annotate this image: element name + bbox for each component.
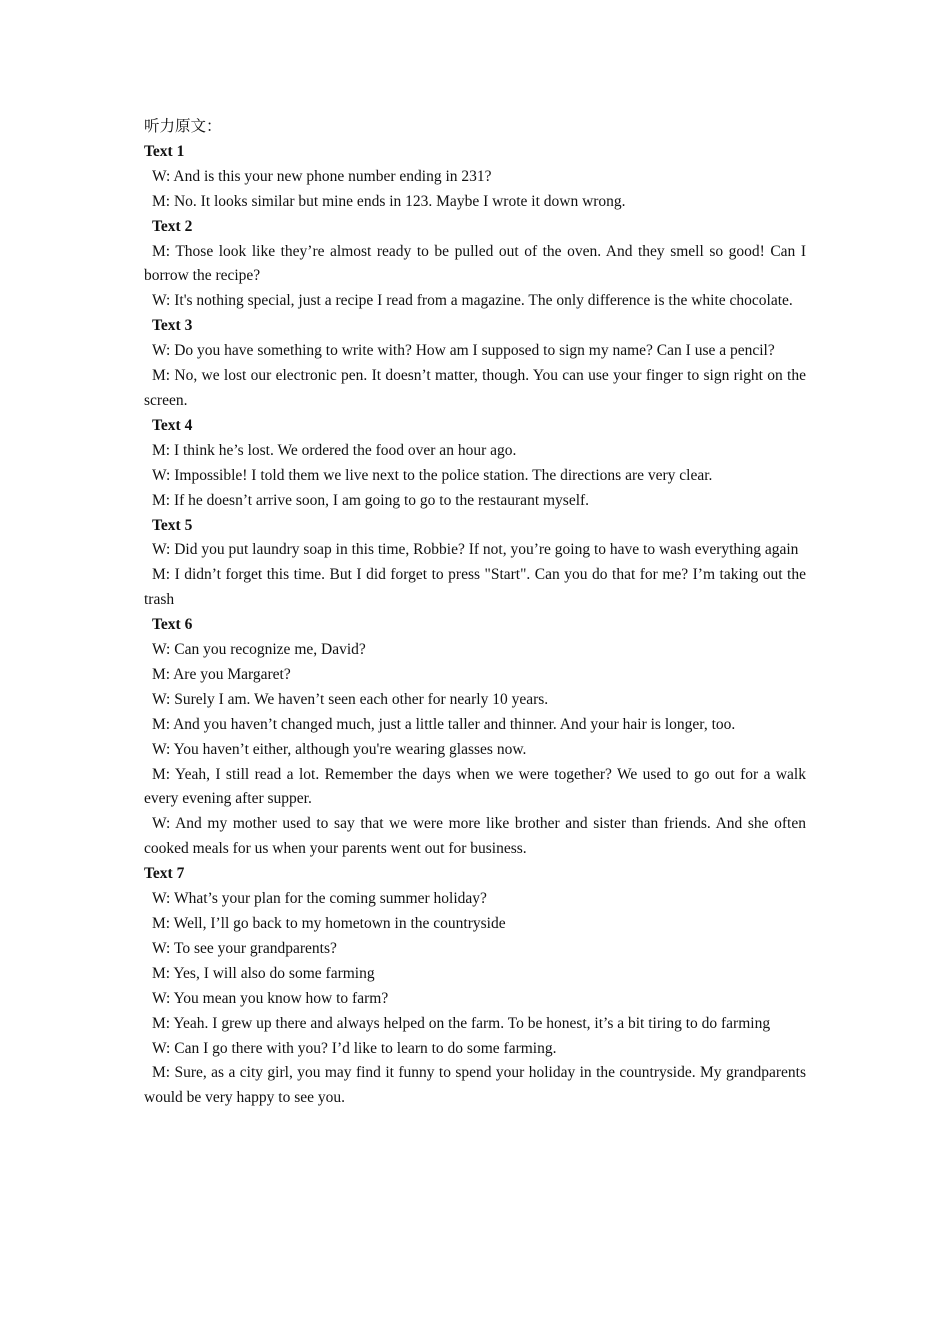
- dialogue-line: M: No, we lost our electronic pen. It doesn’t matter, though. You can use your finger to sign right on the screen.: [144, 367, 806, 409]
- transcript-sections: [144, 140, 806, 1111]
- section-heading: Text 3: [152, 317, 193, 335]
- dialogue-line: M: Well, I’ll go back to my hometown in the countryside: [152, 915, 506, 932]
- dialogue-line: M: And you haven’t changed much, just a little taller and thinner. And your hair is longer, too.: [152, 715, 736, 733]
- dialogue-line: M: If he doesn’t arrive soon, I am going to go to the restaurant myself.: [152, 491, 590, 509]
- dialogue-line: M: No. It looks similar but mine ends in 123. Maybe I wrote it down wrong.: [152, 192, 626, 210]
- transcript-section: [144, 314, 806, 414]
- dialogue-line: M: I didn’t forget this time. But I did forget to press "Start". Can you do that for me? I’m taking out the trash: [144, 566, 806, 609]
- dialogue-line: M: Yes, I will also do some farming: [152, 964, 375, 982]
- dialogue-line: W: Impossible! I told them we live next to the police station. The directions are very clear.: [152, 466, 713, 484]
- section-heading: Text 5: [152, 516, 193, 534]
- dialogue-line: M: Sure, as a city girl, you may find it funny to spend your holiday in the countryside. My grandparents would be very happy to see you.: [144, 1064, 806, 1107]
- dialogue-line: W: Do you have something to write with? How am I supposed to sign my name? Can I use a pencil?: [152, 342, 775, 360]
- dialogue-line: M: Those look like they’re almost ready to be pulled out of the oven. And they smell so good! Can I borrow the recipe?: [144, 242, 806, 285]
- transcript-section: [144, 862, 806, 1111]
- section-heading: Text 6: [152, 616, 193, 634]
- section-heading: Text 1: [144, 142, 185, 160]
- transcript-section: [144, 613, 806, 862]
- dialogue-line: M: Yeah, I still read a lot. Remember the days when we were together? We used to go out for a walk every evening after supper.: [144, 765, 806, 808]
- dialogue-line: W: You haven’t either, although you're wearing glasses now.: [152, 740, 527, 758]
- document-title: 听力原文：: [144, 118, 222, 135]
- dialogue-line: W: Can I go there with you? I’d like to learn to do some farming.: [152, 1039, 557, 1057]
- dialogue-line: W: And my mother used to say that we were more like brother and sister than friends. And she often cooked meals for us when your parents went out for business.: [144, 815, 806, 858]
- transcript-section: [144, 414, 806, 514]
- dialogue-line: W: And is this your new phone number ending in 231?: [152, 167, 492, 185]
- dialogue-line: W: Did you put laundry soap in this time, Robbie? If not, you’re going to have to wash everything again: [152, 541, 799, 559]
- dialogue-line: W: What’s your plan for the coming summer holiday?: [152, 890, 487, 908]
- transcript-section: [144, 215, 806, 315]
- transcript-section: [144, 140, 806, 215]
- section-heading: Text 4: [152, 416, 193, 434]
- dialogue-line: M: Yeah. I grew up there and always helped on the farm. To be honest, it’s a bit tiring to do farming: [152, 1014, 771, 1032]
- dialogue-line: W: Can you recognize me, David?: [152, 641, 366, 659]
- dialogue-line: W: It's nothing special, just a recipe I read from a magazine. The only difference is the white chocolate.: [152, 292, 793, 310]
- section-heading: Text 7: [144, 865, 185, 883]
- transcript-section: [144, 514, 806, 614]
- section-heading: Text 2: [152, 217, 193, 235]
- dialogue-line: W: To see your grandparents?: [152, 939, 337, 957]
- dialogue-line: W: You mean you know how to farm?: [152, 989, 389, 1007]
- transcript-page: [144, 115, 806, 1111]
- dialogue-line: M: I think he’s lost. We ordered the food over an hour ago.: [152, 441, 517, 459]
- dialogue-line: W: Surely I am. We haven’t seen each other for nearly 10 years.: [152, 690, 549, 708]
- dialogue-line: M: Are you Margaret?: [152, 665, 291, 683]
